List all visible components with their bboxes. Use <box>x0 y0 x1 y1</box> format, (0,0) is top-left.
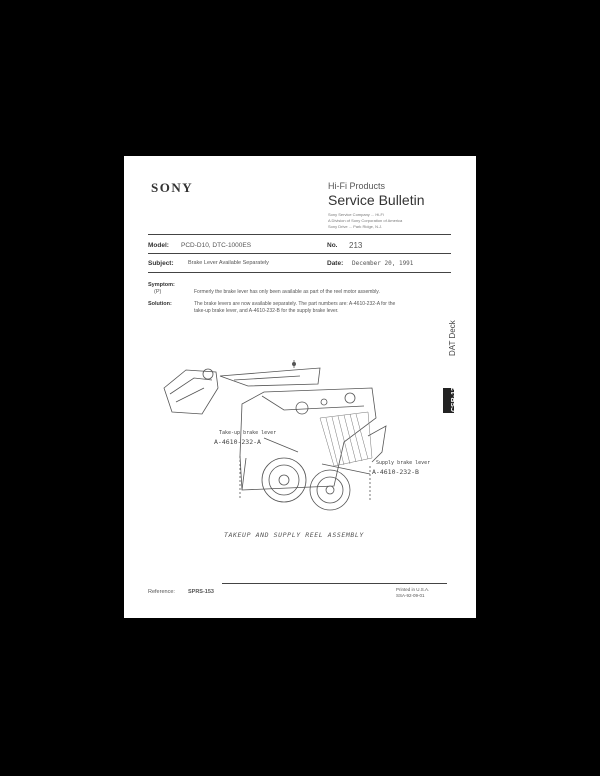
callout-takeup-part: A-4610-232-A <box>214 438 261 446</box>
solution-text-line: take-up brake lever, and A-4610-232-B for the supply brake lever. <box>194 308 339 314</box>
address-line: Sony Drive ... Park Ridge, N.J. <box>328 224 383 229</box>
callout-supply-part: A-4610-232-B <box>372 468 419 476</box>
symptom-text: Formerly the brake lever has only been available as part of the reel motor assembly. <box>194 289 380 295</box>
reference-label: Reference: <box>148 589 175 595</box>
solution-label: Solution: <box>148 301 172 307</box>
figure-caption: TAKEUP AND SUPPLY REEL ASSEMBLY <box>224 531 364 539</box>
date-label: Date: <box>327 260 344 267</box>
address-line: A Division of Sony Corporation of America <box>328 218 403 223</box>
callout-takeup-title: Take-up brake lever <box>219 430 277 436</box>
section-tab-label: CSB-13 <box>451 387 458 412</box>
footer-code: SSA-92-09-01 <box>396 593 425 598</box>
date-value: December 20, 1991 <box>352 260 414 267</box>
model-label: Model: <box>148 242 169 249</box>
reel-assembly-diagram <box>124 156 476 618</box>
callout-supply-title: Supply brake lever <box>376 460 431 466</box>
sony-logo: SONY <box>151 180 194 195</box>
symptom-code: (P) <box>154 289 162 295</box>
division-name: Hi-Fi Products <box>328 181 386 191</box>
address-line: Sony Service Company ... Hi-Fi <box>328 212 384 217</box>
section-tab <box>443 387 458 413</box>
footer-note: Printed in U.S.A. <box>396 587 430 592</box>
bulletin-page <box>124 156 476 618</box>
subject-value: Brake Lever Available Separately <box>188 260 269 266</box>
number-label: No. <box>327 242 338 249</box>
solution-text-line: The brake levers are now available separately. The part numbers are: A-4610-232-A for the <box>194 301 396 307</box>
footer-divider <box>222 583 447 584</box>
reference-value: SPRS-153 <box>188 589 214 595</box>
category-label: DAT Deck <box>448 320 457 356</box>
symptom-label: Symptom: <box>148 282 175 288</box>
bulletin-title: Service Bulletin <box>328 192 425 208</box>
number-value: 213 <box>349 241 363 250</box>
model-value: PCD-D10, DTC-1000ES <box>181 242 252 249</box>
subject-label: Subject: <box>148 260 174 267</box>
